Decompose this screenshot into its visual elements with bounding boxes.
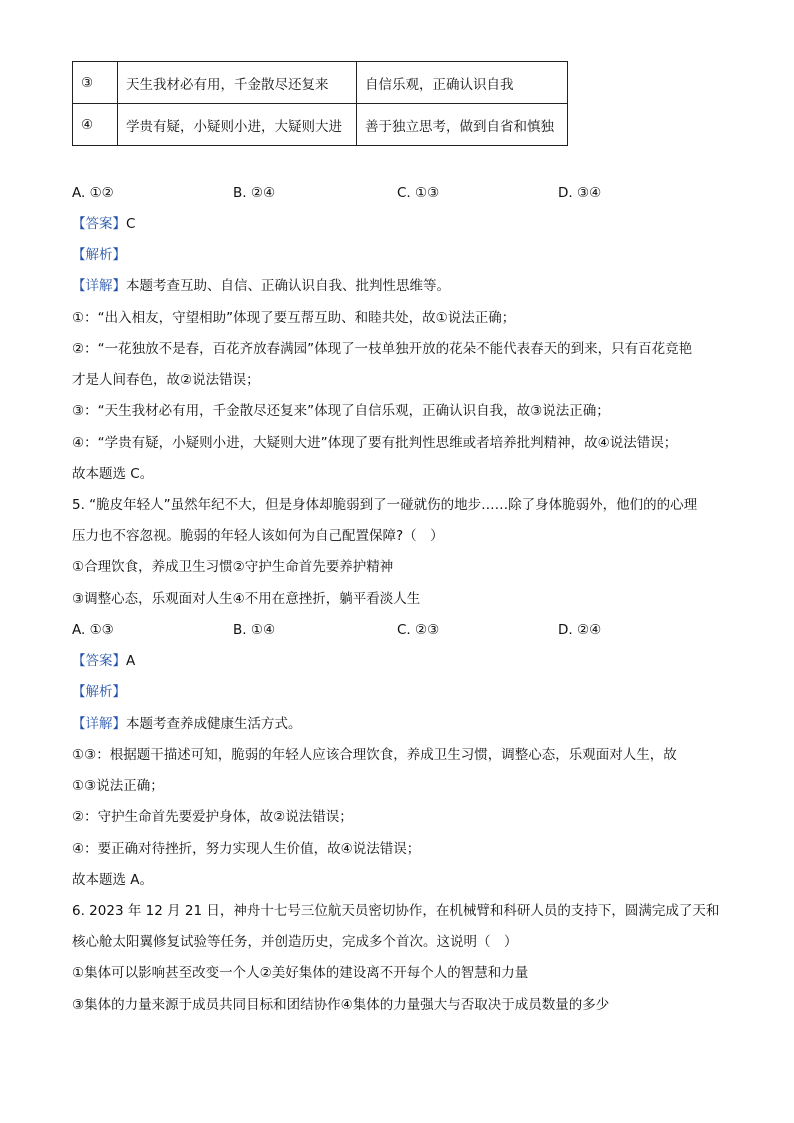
choice-b: B. ①④	[233, 622, 276, 638]
choice-a: A. ①③	[72, 622, 114, 638]
q6-option-line: ③集体的力量来源于成员共同目标和团结协作④集体的力量强大与否取决于成员数量的多少	[72, 997, 610, 1013]
choice-d: D. ③④	[558, 185, 602, 201]
choice-b: B. ②④	[233, 185, 276, 201]
q5-explanation-line: 故本题选 A。	[72, 872, 154, 888]
q5-explanation-line: ①③说法正确；	[72, 778, 164, 794]
options-table	[72, 61, 568, 146]
q4-explanation-line: 才是人间春色，故②说法错误；	[72, 372, 260, 388]
q6-stem-line: 核心舱太阳翼修复试验等任务，并创造历史，完成多个首次。这说明（ ）	[72, 934, 518, 950]
q4-explanation-line: ④：“学贵有疑，小疑则小进，大疑则大进”体现了要有批判性思维或者培养批判精神，故④说法错误；	[72, 435, 678, 451]
row-number: ③	[73, 62, 118, 104]
row-number: ④	[73, 104, 118, 146]
q5-choices	[72, 620, 752, 640]
q5-explanation-line: ①③：根据题干描述可知，脆弱的年轻人应该合理饮食，养成卫生习惯，调整心态，乐观面对人生，故	[72, 747, 677, 763]
q4-explanation-line: 故本题选 C。	[72, 466, 154, 482]
q4-analysis-tag: 【解析】	[72, 247, 126, 263]
quote-cell: 学贵有疑，小疑则小进，大疑则大进	[118, 104, 357, 146]
q4-choices	[72, 183, 752, 203]
detail-tag: 【详解】	[72, 716, 126, 732]
q5-explanation-line: ④：要正确对待挫折，努力实现人生价值，故④说法错误；	[72, 841, 421, 857]
choice-d: D. ②④	[558, 622, 602, 638]
q5-option-line: ①合理饮食，养成卫生习惯②守护生命首先要养护精神	[72, 559, 394, 575]
q5-analysis-tag: 【解析】	[72, 684, 126, 700]
q6-option-line: ①集体可以影响甚至改变一个人②美好集体的建设离不开每个人的智慧和力量	[72, 965, 529, 981]
q5-stem-line: 压力也不容忽视。脆弱的年轻人该如何为自己配置保障?（ ）	[72, 528, 444, 544]
quote-cell: 天生我材必有用，千金散尽还复来	[118, 62, 357, 104]
table-row	[73, 62, 568, 104]
choice-c: C. ①③	[397, 185, 440, 201]
answer-tag: 【答案】	[72, 216, 126, 232]
detail-tag: 【详解】	[72, 278, 126, 294]
q4-explanation-line: ②：“一花独放不是春，百花齐放春满园”体现了一枝单独开放的花朵不能代表春天的到来，只有百花竞艳	[72, 341, 693, 357]
q5-detail	[72, 714, 302, 734]
table-row	[73, 104, 568, 146]
answer-tag: 【答案】	[72, 653, 126, 669]
q4-detail	[72, 276, 450, 296]
q4-answer	[72, 214, 135, 234]
choice-c: C. ②③	[397, 622, 440, 638]
q5-answer	[72, 651, 135, 671]
choice-a: A. ①②	[72, 185, 114, 201]
q5-explanation-line: ②：守护生命首先要爱护身体，故②说法错误；	[72, 809, 353, 825]
q4-explanation-line: ①：“出入相友，守望相助”体现了要互帮互助、和睦共处，故①说法正确；	[72, 310, 516, 326]
q5-stem-line: 5. “脆皮年轻人”虽然年纪不大，但是身体却脆弱到了一碰就伤的地步……除了身体脆弱外，他们的的心理	[72, 497, 698, 513]
meaning-cell: 自信乐观，正确认识自我	[357, 62, 568, 104]
meaning-cell: 善于独立思考，做到自省和慎独	[357, 104, 568, 146]
answer-value: C	[126, 216, 136, 232]
detail-text: 本题考查养成健康生活方式。	[126, 716, 302, 732]
answer-value: A	[126, 653, 136, 669]
q6-stem-line: 6. 2023 年 12 月 21 日，神舟十七号三位航天员密切协作，在机械臂和科研人员的支持下，圆满完成了天和	[72, 903, 720, 919]
q4-explanation-line: ③：“天生我材必有用，千金散尽还复来”体现了自信乐观，正确认识自我，故③说法正确；	[72, 403, 610, 419]
q5-option-line: ③调整心态，乐观面对人生④不用在意挫折，躺平看淡人生	[72, 591, 421, 607]
detail-text: 本题考查互助、自信、正确认识自我、批判性思维等。	[126, 278, 450, 294]
